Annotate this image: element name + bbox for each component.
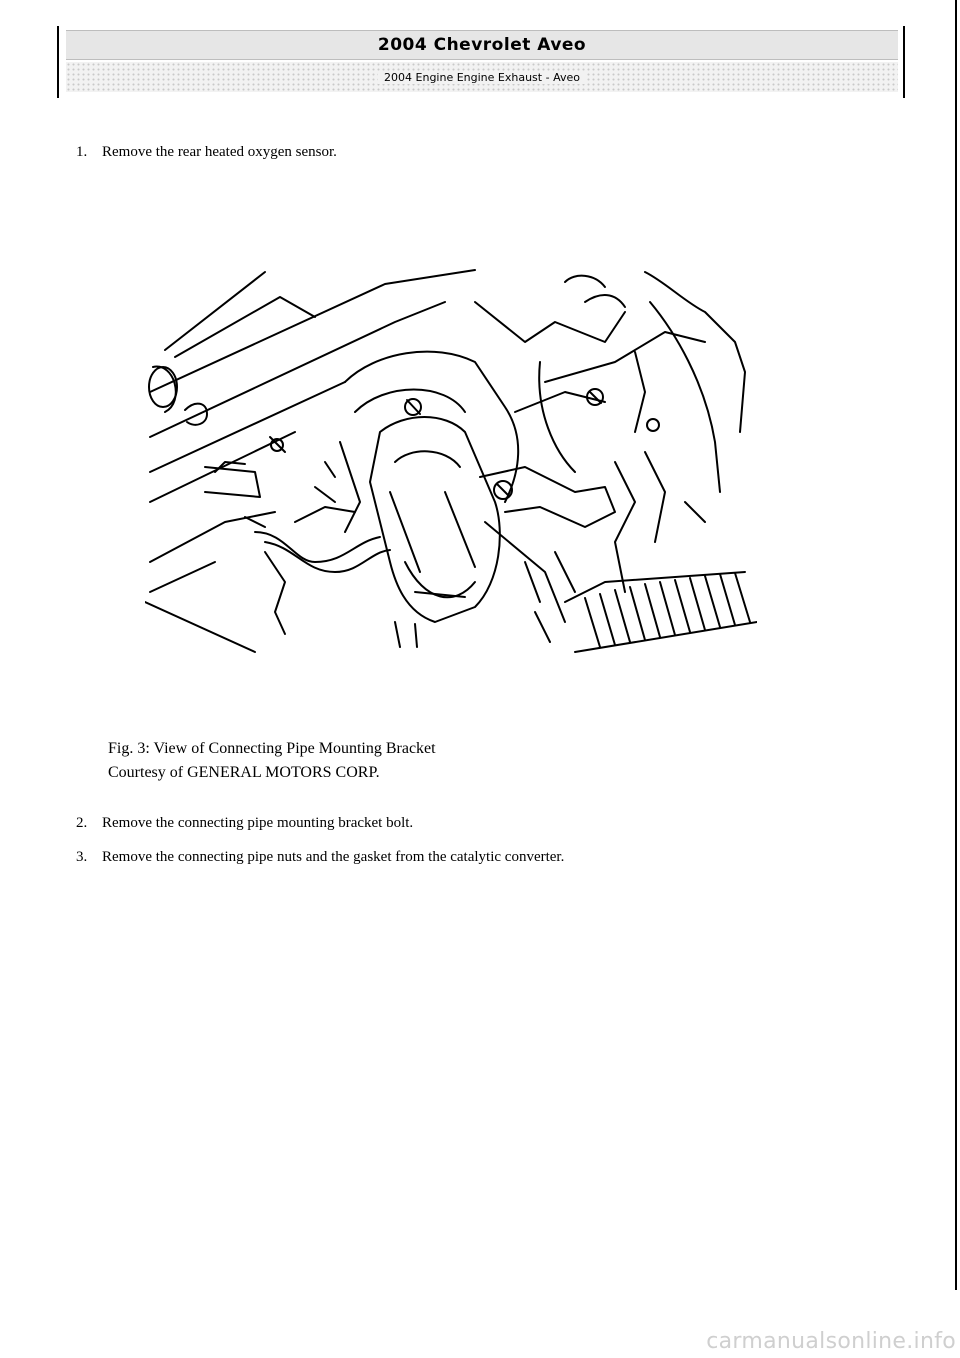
figure-caption — [108, 737, 436, 785]
page-edge-rule — [955, 0, 957, 1290]
header-subtitle-bar — [66, 62, 898, 92]
step-3 — [76, 849, 564, 866]
step-2 — [76, 815, 413, 832]
figure-caption-credit: Courtesy of GENERAL MOTORS CORP. — [108, 764, 380, 781]
document-subtitle: 2004 Engine Engine Exhaust - Aveo — [378, 71, 586, 84]
watermark: carmanualsonline.info — [706, 1329, 956, 1354]
step-text: Remove the connecting pipe nuts and the gasket from the catalytic converter. — [102, 849, 565, 865]
connecting-pipe-bracket-illustration — [145, 262, 757, 654]
step-1 — [76, 144, 337, 161]
header-right-rule — [903, 26, 905, 98]
header-title-bar — [66, 30, 898, 60]
step-text: Remove the rear heated oxygen sensor. — [102, 144, 337, 160]
document-title: 2004 Chevrolet Aveo — [377, 35, 587, 55]
step-number: 1. — [76, 144, 88, 160]
step-number: 2. — [76, 815, 88, 831]
step-text: Remove the connecting pipe mounting bracket bolt. — [102, 815, 414, 831]
step-number: 3. — [76, 849, 88, 865]
figure-caption-title: Fig. 3: View of Connecting Pipe Mounting Bracket — [108, 740, 436, 757]
header-left-rule — [57, 26, 59, 98]
